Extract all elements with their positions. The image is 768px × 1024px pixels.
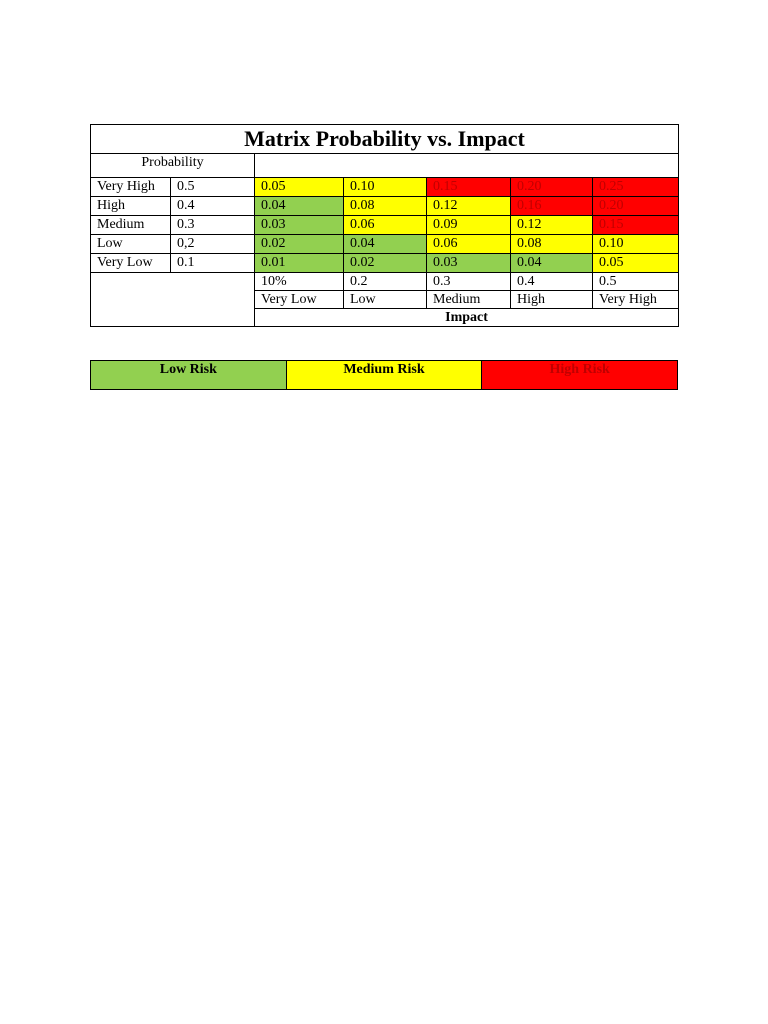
impact-value: 10% [255, 273, 344, 291]
matrix-row-medium [91, 216, 679, 235]
impact-label: High [511, 291, 593, 309]
impact-value: 0.5 [593, 273, 679, 291]
probability-label: Low [91, 235, 171, 254]
risk-cell: 0.04 [344, 235, 427, 254]
risk-cell: 0.09 [427, 216, 511, 235]
impact-value: 0.3 [427, 273, 511, 291]
impact-values-row [91, 273, 679, 291]
matrix-row-low [91, 235, 679, 254]
impact-label: Low [344, 291, 427, 309]
matrix-row-very-high [91, 178, 679, 197]
matrix-title: Matrix Probability vs. Impact [91, 125, 679, 154]
impact-label: Medium [427, 291, 511, 309]
risk-cell: 0.15 [593, 216, 679, 235]
risk-legend-table [90, 360, 678, 390]
risk-cell: 0.05 [593, 254, 679, 273]
probability-value: 0.3 [171, 216, 255, 235]
risk-cell: 0.08 [344, 197, 427, 216]
risk-cell: 0.16 [511, 197, 593, 216]
probability-label: High [91, 197, 171, 216]
probability-label: Very High [91, 178, 171, 197]
risk-cell: 0.02 [344, 254, 427, 273]
risk-cell: 0.01 [255, 254, 344, 273]
risk-cell: 0.03 [255, 216, 344, 235]
risk-cell: 0.04 [511, 254, 593, 273]
probability-label: Medium [91, 216, 171, 235]
matrix-row-high [91, 197, 679, 216]
risk-cell: 0.05 [255, 178, 344, 197]
risk-cell: 0.15 [427, 178, 511, 197]
risk-cell: 0.04 [255, 197, 344, 216]
probability-header-row [91, 154, 679, 178]
risk-cell: 0.12 [511, 216, 593, 235]
probability-value: 0.1 [171, 254, 255, 273]
risk-cell: 0.20 [511, 178, 593, 197]
title-row [91, 125, 679, 154]
impact-value: 0.4 [511, 273, 593, 291]
matrix-row-very-low [91, 254, 679, 273]
risk-cell: 0.06 [344, 216, 427, 235]
blank-corner-cell [91, 273, 255, 327]
impact-value: 0.2 [344, 273, 427, 291]
probability-value: 0.5 [171, 178, 255, 197]
risk-cell: 0.06 [427, 235, 511, 254]
impact-axis-title: Impact [255, 309, 679, 327]
probability-header: Probability [91, 154, 255, 178]
impact-label: Very Low [255, 291, 344, 309]
risk-cell: 0.12 [427, 197, 511, 216]
risk-cell: 0.25 [593, 178, 679, 197]
probability-value: 0.4 [171, 197, 255, 216]
risk-matrix-table [90, 124, 679, 327]
risk-cell: 0.10 [344, 178, 427, 197]
risk-cell: 0.10 [593, 235, 679, 254]
legend-low-risk: Low Risk [91, 361, 287, 390]
blank-header-cell [255, 154, 679, 178]
probability-value: 0,2 [171, 235, 255, 254]
risk-cell: 0.08 [511, 235, 593, 254]
impact-label: Very High [593, 291, 679, 309]
risk-cell: 0.02 [255, 235, 344, 254]
legend-medium-risk: Medium Risk [286, 361, 482, 390]
legend-high-risk: High Risk [482, 361, 678, 390]
legend-row [91, 361, 678, 390]
risk-cell: 0.20 [593, 197, 679, 216]
probability-label: Very Low [91, 254, 171, 273]
risk-cell: 0.03 [427, 254, 511, 273]
